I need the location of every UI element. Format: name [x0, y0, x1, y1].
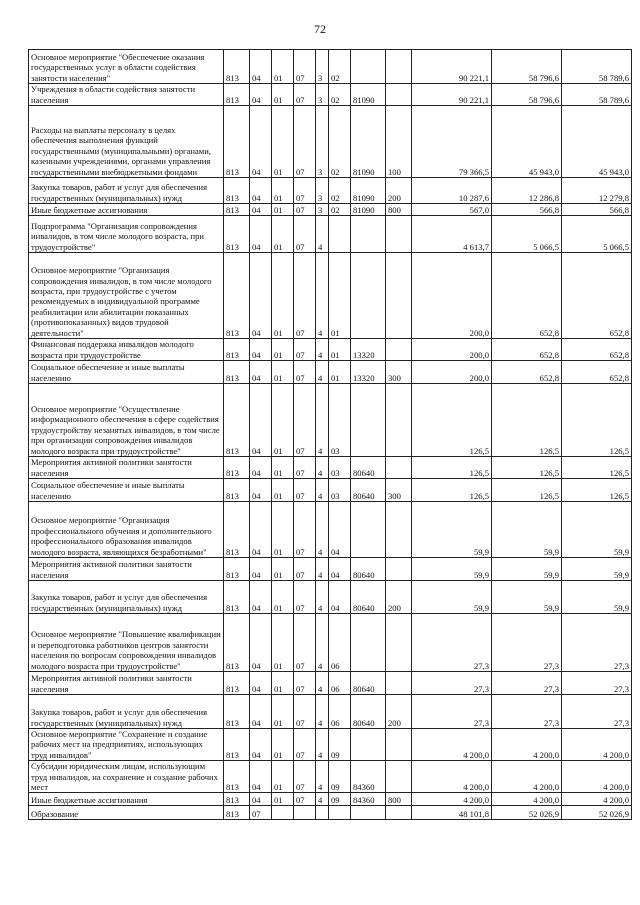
row-s3-cell: 45 943,0	[562, 106, 632, 178]
row-pr-cell: 01	[272, 558, 294, 581]
row-gr-cell: 813	[224, 581, 250, 614]
row-c4-cell: 80640	[351, 457, 386, 479]
row-rz-cell: 04	[250, 384, 272, 457]
table-row	[29, 806, 632, 820]
row-c2-cell: 4	[316, 457, 329, 479]
table-row	[29, 695, 632, 729]
row-c4-cell: 80640	[351, 479, 386, 502]
row-rz-cell: 04	[250, 457, 272, 479]
row-c2-cell: 4	[316, 581, 329, 614]
table-row	[29, 558, 632, 581]
row-vr-cell: 800	[386, 793, 412, 806]
row-c3-cell: 02	[329, 84, 351, 106]
row-gr-cell: 813	[224, 672, 250, 695]
row-gr-cell: 813	[224, 457, 250, 479]
row-name-cell: Мероприятия активной политики занятости населения	[29, 457, 224, 479]
row-c2-cell: 4	[316, 761, 329, 793]
row-name-cell: Социальное обеспечение и иные выплаты населению	[29, 361, 224, 384]
row-c4-cell: 80640	[351, 581, 386, 614]
row-vr-cell	[386, 729, 412, 761]
row-c2-cell	[316, 806, 329, 820]
row-gr-cell: 813	[224, 806, 250, 820]
row-s2-cell: 45 943,0	[492, 106, 562, 178]
row-c1-cell: 07	[294, 581, 316, 614]
row-c1-cell: 07	[294, 672, 316, 695]
row-c1-cell: 07	[294, 339, 316, 361]
row-s2-cell: 27,3	[492, 672, 562, 695]
row-s1-cell: 200,0	[412, 339, 492, 361]
row-s3-cell: 566,8	[562, 204, 632, 216]
row-name-cell: Образование	[29, 806, 224, 820]
row-c3-cell	[329, 806, 351, 820]
row-name-cell: Иные бюджетные ассигнования	[29, 204, 224, 216]
row-rz-cell: 04	[250, 253, 272, 339]
row-s2-cell: 4 200,0	[492, 761, 562, 793]
row-c3-cell: 04	[329, 581, 351, 614]
row-c1-cell: 07	[294, 558, 316, 581]
row-gr-cell: 813	[224, 216, 250, 253]
row-pr-cell	[272, 806, 294, 820]
row-s1-cell: 59,9	[412, 502, 492, 558]
row-pr-cell: 01	[272, 761, 294, 793]
row-c1-cell: 07	[294, 204, 316, 216]
row-s3-cell: 59,9	[562, 558, 632, 581]
row-gr-cell: 813	[224, 384, 250, 457]
row-s1-cell: 567,0	[412, 204, 492, 216]
row-s1-cell: 4 200,0	[412, 761, 492, 793]
row-pr-cell: 01	[272, 84, 294, 106]
row-vr-cell	[386, 253, 412, 339]
row-gr-cell: 813	[224, 761, 250, 793]
row-c1-cell: 07	[294, 729, 316, 761]
row-s3-cell: 58 789,6	[562, 50, 632, 84]
row-c1-cell: 07	[294, 84, 316, 106]
row-c4-cell	[351, 253, 386, 339]
row-s1-cell: 27,3	[412, 614, 492, 672]
row-name-cell: Субсидии юридическим лицам, использующим труд инвалидов, на сохранение и создание рабочих мест	[29, 761, 224, 793]
row-s1-cell: 200,0	[412, 253, 492, 339]
row-rz-cell: 04	[250, 672, 272, 695]
row-c4-cell: 80640	[351, 558, 386, 581]
row-c1-cell: 07	[294, 479, 316, 502]
row-vr-cell: 800	[386, 204, 412, 216]
row-pr-cell: 01	[272, 614, 294, 672]
row-s1-cell: 79 366,5	[412, 106, 492, 178]
row-s2-cell: 58 796,6	[492, 84, 562, 106]
row-s3-cell: 5 066,5	[562, 216, 632, 253]
row-c3-cell: 02	[329, 204, 351, 216]
budget-table	[28, 49, 632, 820]
row-pr-cell: 01	[272, 384, 294, 457]
row-name-cell: Социальное обеспечение и иные выплаты населению	[29, 479, 224, 502]
row-c1-cell: 07	[294, 106, 316, 178]
row-s3-cell: 59,9	[562, 581, 632, 614]
row-s3-cell: 59,9	[562, 502, 632, 558]
row-c1-cell	[294, 806, 316, 820]
table-row	[29, 339, 632, 361]
row-vr-cell	[386, 216, 412, 253]
row-c2-cell: 4	[316, 216, 329, 253]
table-row	[29, 361, 632, 384]
row-pr-cell: 01	[272, 106, 294, 178]
row-c1-cell: 07	[294, 695, 316, 729]
row-c2-cell: 3	[316, 50, 329, 84]
row-c1-cell: 07	[294, 384, 316, 457]
row-gr-cell: 813	[224, 729, 250, 761]
row-pr-cell: 01	[272, 695, 294, 729]
row-s2-cell: 4 200,0	[492, 793, 562, 806]
table-row	[29, 253, 632, 339]
row-name-cell: Основное мероприятие "Организация сопровождения инвалидов, в том числе молодого возраста, при трудоустройстве с учетом рекомендуемых в индивидуальной программе реабилитации или абилитации показанных (противопоказанных) видов трудовой деятельности"	[29, 253, 224, 339]
row-gr-cell: 813	[224, 479, 250, 502]
row-rz-cell: 04	[250, 216, 272, 253]
row-s2-cell: 59,9	[492, 558, 562, 581]
table-row	[29, 457, 632, 479]
row-c4-cell: 81090	[351, 84, 386, 106]
row-s2-cell: 126,5	[492, 457, 562, 479]
row-c3-cell: 09	[329, 793, 351, 806]
row-rz-cell: 04	[250, 339, 272, 361]
table-row	[29, 614, 632, 672]
row-c1-cell: 07	[294, 50, 316, 84]
row-c1-cell: 07	[294, 361, 316, 384]
row-s2-cell: 27,3	[492, 614, 562, 672]
row-c2-cell: 4	[316, 729, 329, 761]
table-row	[29, 106, 632, 178]
row-s2-cell: 652,8	[492, 361, 562, 384]
row-rz-cell: 04	[250, 106, 272, 178]
row-s3-cell: 652,8	[562, 361, 632, 384]
row-c3-cell: 06	[329, 672, 351, 695]
row-c2-cell: 3	[316, 106, 329, 178]
row-s3-cell: 27,3	[562, 695, 632, 729]
table-row	[29, 479, 632, 502]
row-pr-cell: 01	[272, 672, 294, 695]
row-rz-cell: 04	[250, 729, 272, 761]
row-pr-cell: 01	[272, 253, 294, 339]
row-vr-cell	[386, 339, 412, 361]
row-rz-cell: 04	[250, 581, 272, 614]
row-name-cell: Финансовая поддержка инвалидов молодого возраста при трудоустройстве	[29, 339, 224, 361]
row-rz-cell: 04	[250, 761, 272, 793]
row-s1-cell: 4 200,0	[412, 729, 492, 761]
row-rz-cell: 04	[250, 479, 272, 502]
table-row	[29, 502, 632, 558]
row-c3-cell	[329, 216, 351, 253]
row-s1-cell: 90 221,1	[412, 50, 492, 84]
row-c4-cell	[351, 806, 386, 820]
row-rz-cell: 04	[250, 793, 272, 806]
row-c1-cell: 07	[294, 761, 316, 793]
row-c1-cell: 07	[294, 253, 316, 339]
row-c4-cell: 80640	[351, 672, 386, 695]
row-rz-cell: 04	[250, 502, 272, 558]
row-vr-cell: 200	[386, 581, 412, 614]
row-c4-cell	[351, 729, 386, 761]
row-s2-cell: 4 200,0	[492, 729, 562, 761]
row-s2-cell: 126,5	[492, 479, 562, 502]
row-c4-cell	[351, 216, 386, 253]
row-c4-cell: 81090	[351, 106, 386, 178]
table-row	[29, 793, 632, 806]
row-name-cell: Закупка товаров, работ и услуг для обеспечения государственных (муниципальных) нужд	[29, 178, 224, 204]
row-s3-cell: 27,3	[562, 672, 632, 695]
row-rz-cell: 04	[250, 361, 272, 384]
row-c2-cell: 4	[316, 695, 329, 729]
row-s2-cell: 27,3	[492, 695, 562, 729]
row-name-cell: Основное мероприятие "Обеспечение оказания государственных услуг в области содействия занятости населения"	[29, 50, 224, 84]
row-c3-cell: 04	[329, 502, 351, 558]
row-c4-cell: 13320	[351, 339, 386, 361]
row-name-cell: Основное мероприятие "Организация профессионального обучения и дополнительного профессионального образования инвалидов молодого возраста, являющихся безработными"	[29, 502, 224, 558]
row-gr-cell: 813	[224, 50, 250, 84]
row-c4-cell: 80640	[351, 695, 386, 729]
row-s3-cell: 12 279,8	[562, 178, 632, 204]
row-pr-cell: 01	[272, 216, 294, 253]
row-c3-cell: 03	[329, 384, 351, 457]
row-c3-cell: 01	[329, 339, 351, 361]
row-s3-cell: 4 200,0	[562, 729, 632, 761]
row-vr-cell	[386, 614, 412, 672]
row-c4-cell	[351, 614, 386, 672]
row-c1-cell: 07	[294, 793, 316, 806]
row-c4-cell: 81090	[351, 204, 386, 216]
row-name-cell: Закупка товаров, работ и услуг для обеспечения государственных (муниципальных) нужд	[29, 695, 224, 729]
row-s3-cell: 652,8	[562, 339, 632, 361]
row-c1-cell: 07	[294, 216, 316, 253]
row-s1-cell: 59,9	[412, 581, 492, 614]
row-pr-cell: 01	[272, 50, 294, 84]
row-c3-cell: 06	[329, 695, 351, 729]
row-vr-cell	[386, 558, 412, 581]
row-s2-cell: 652,8	[492, 339, 562, 361]
row-name-cell: Мероприятия активной политики занятости населения	[29, 558, 224, 581]
row-s3-cell: 4 200,0	[562, 793, 632, 806]
row-s1-cell: 126,5	[412, 384, 492, 457]
row-s1-cell: 27,3	[412, 672, 492, 695]
row-s2-cell: 58 796,6	[492, 50, 562, 84]
row-s3-cell: 4 200,0	[562, 761, 632, 793]
row-s1-cell: 48 101,8	[412, 806, 492, 820]
row-vr-cell: 300	[386, 361, 412, 384]
row-c1-cell: 07	[294, 502, 316, 558]
row-vr-cell	[386, 84, 412, 106]
row-vr-cell	[386, 806, 412, 820]
row-s1-cell: 200,0	[412, 361, 492, 384]
row-rz-cell: 04	[250, 614, 272, 672]
row-c3-cell: 06	[329, 614, 351, 672]
row-s1-cell: 126,5	[412, 457, 492, 479]
row-s1-cell: 90 221,1	[412, 84, 492, 106]
row-vr-cell	[386, 761, 412, 793]
row-c2-cell: 4	[316, 672, 329, 695]
row-c2-cell: 4	[316, 339, 329, 361]
row-s3-cell: 126,5	[562, 479, 632, 502]
row-c1-cell: 07	[294, 178, 316, 204]
row-c4-cell: 81090	[351, 178, 386, 204]
row-c1-cell: 07	[294, 614, 316, 672]
row-rz-cell: 04	[250, 204, 272, 216]
row-gr-cell: 813	[224, 361, 250, 384]
table-row	[29, 178, 632, 204]
row-c4-cell: 13320	[351, 361, 386, 384]
row-c3-cell: 04	[329, 558, 351, 581]
row-c3-cell: 01	[329, 361, 351, 384]
row-pr-cell: 01	[272, 729, 294, 761]
row-vr-cell: 300	[386, 479, 412, 502]
table-row	[29, 50, 632, 84]
row-rz-cell: 07	[250, 806, 272, 820]
row-s3-cell: 52 026,9	[562, 806, 632, 820]
table-row	[29, 581, 632, 614]
row-gr-cell: 813	[224, 339, 250, 361]
row-c4-cell: 84360	[351, 793, 386, 806]
row-s2-cell: 652,8	[492, 253, 562, 339]
row-c3-cell: 03	[329, 457, 351, 479]
row-vr-cell: 200	[386, 178, 412, 204]
row-s2-cell: 59,9	[492, 581, 562, 614]
row-vr-cell	[386, 502, 412, 558]
row-s1-cell: 126,5	[412, 479, 492, 502]
row-rz-cell: 04	[250, 50, 272, 84]
row-pr-cell: 01	[272, 793, 294, 806]
row-pr-cell: 01	[272, 457, 294, 479]
row-c3-cell: 02	[329, 106, 351, 178]
row-s2-cell: 126,5	[492, 384, 562, 457]
row-s2-cell: 566,8	[492, 204, 562, 216]
page-number: 72	[314, 22, 326, 36]
row-c4-cell: 84360	[351, 761, 386, 793]
row-name-cell: Закупка товаров, работ и услуг для обеспечения государственных (муниципальных) нужд	[29, 581, 224, 614]
row-c2-cell: 4	[316, 614, 329, 672]
row-name-cell: Основное мероприятие "Повышение квалификации и переподготовка работников центров занятости населения по вопросам сопровождения инвалидов молодого возраста при трудоустройстве"	[29, 614, 224, 672]
row-gr-cell: 813	[224, 106, 250, 178]
table-row	[29, 84, 632, 106]
row-s1-cell: 59,9	[412, 558, 492, 581]
row-s1-cell: 10 287,6	[412, 178, 492, 204]
row-pr-cell: 01	[272, 479, 294, 502]
row-rz-cell: 04	[250, 695, 272, 729]
row-s3-cell: 27,3	[562, 614, 632, 672]
table-row	[29, 729, 632, 761]
row-gr-cell: 813	[224, 558, 250, 581]
row-c2-cell: 4	[316, 253, 329, 339]
row-rz-cell: 04	[250, 178, 272, 204]
row-rz-cell: 04	[250, 558, 272, 581]
row-gr-cell: 813	[224, 178, 250, 204]
row-pr-cell: 01	[272, 502, 294, 558]
row-vr-cell	[386, 384, 412, 457]
row-c4-cell	[351, 384, 386, 457]
row-s3-cell: 126,5	[562, 384, 632, 457]
row-c3-cell: 09	[329, 729, 351, 761]
row-vr-cell: 200	[386, 695, 412, 729]
row-gr-cell: 813	[224, 793, 250, 806]
table-row	[29, 761, 632, 793]
row-pr-cell: 01	[272, 581, 294, 614]
row-c3-cell: 02	[329, 50, 351, 84]
table-row	[29, 204, 632, 216]
row-c2-cell: 4	[316, 361, 329, 384]
row-name-cell: Мероприятия активной политики занятости населения	[29, 672, 224, 695]
row-s1-cell: 4 613,7	[412, 216, 492, 253]
row-s2-cell: 52 026,9	[492, 806, 562, 820]
row-gr-cell: 813	[224, 695, 250, 729]
row-c2-cell: 4	[316, 502, 329, 558]
row-pr-cell: 01	[272, 178, 294, 204]
row-vr-cell: 100	[386, 106, 412, 178]
row-pr-cell: 01	[272, 204, 294, 216]
row-c2-cell: 3	[316, 178, 329, 204]
table-row	[29, 216, 632, 253]
table-row	[29, 672, 632, 695]
row-c2-cell: 3	[316, 204, 329, 216]
row-name-cell: Иные бюджетные ассигнования	[29, 793, 224, 806]
row-s2-cell: 5 066,5	[492, 216, 562, 253]
row-name-cell: Расходы на выплаты персоналу в целях обеспечения выполнения функций государственными (муниципальными) органами, казенными учреждениями, органами управления государственными внебюджетными фондами	[29, 106, 224, 178]
row-c2-cell: 4	[316, 793, 329, 806]
row-s1-cell: 27,3	[412, 695, 492, 729]
row-s3-cell: 126,5	[562, 457, 632, 479]
row-s1-cell: 4 200,0	[412, 793, 492, 806]
row-c3-cell: 09	[329, 761, 351, 793]
row-c3-cell: 01	[329, 253, 351, 339]
row-c1-cell: 07	[294, 457, 316, 479]
row-pr-cell: 01	[272, 361, 294, 384]
row-c3-cell: 03	[329, 479, 351, 502]
row-vr-cell	[386, 50, 412, 84]
table-body	[29, 50, 632, 820]
row-c2-cell: 4	[316, 479, 329, 502]
row-name-cell: Учреждения в области содействия занятости населения	[29, 84, 224, 106]
row-s3-cell: 58 789,6	[562, 84, 632, 106]
row-s2-cell: 12 286,8	[492, 178, 562, 204]
row-s3-cell: 652,8	[562, 253, 632, 339]
row-gr-cell: 813	[224, 204, 250, 216]
row-c2-cell: 4	[316, 384, 329, 457]
row-c2-cell: 4	[316, 558, 329, 581]
row-name-cell: Подпрограмма "Организация сопровождения инвалидов, в том числе молодого возраста, при трудоустройстве"	[29, 216, 224, 253]
row-name-cell: Основное мероприятие "Сохранение и создание рабочих мест на предприятиях, использующих труд инвалидов"	[29, 729, 224, 761]
row-c4-cell	[351, 502, 386, 558]
row-rz-cell: 04	[250, 84, 272, 106]
row-vr-cell	[386, 457, 412, 479]
row-gr-cell: 813	[224, 84, 250, 106]
row-c2-cell: 3	[316, 84, 329, 106]
row-pr-cell: 01	[272, 339, 294, 361]
row-name-cell: Основное мероприятие "Осуществление информационного обеспечения в сфере содействия трудоустройству незанятых инвалидов, в том числе при организации сопровождения инвалидов молодого возраста при трудоустройстве"	[29, 384, 224, 457]
row-gr-cell: 813	[224, 502, 250, 558]
row-c3-cell: 02	[329, 178, 351, 204]
row-vr-cell	[386, 672, 412, 695]
row-c4-cell	[351, 50, 386, 84]
table-row	[29, 384, 632, 457]
row-s2-cell: 59,9	[492, 502, 562, 558]
row-gr-cell: 813	[224, 614, 250, 672]
row-gr-cell: 813	[224, 253, 250, 339]
